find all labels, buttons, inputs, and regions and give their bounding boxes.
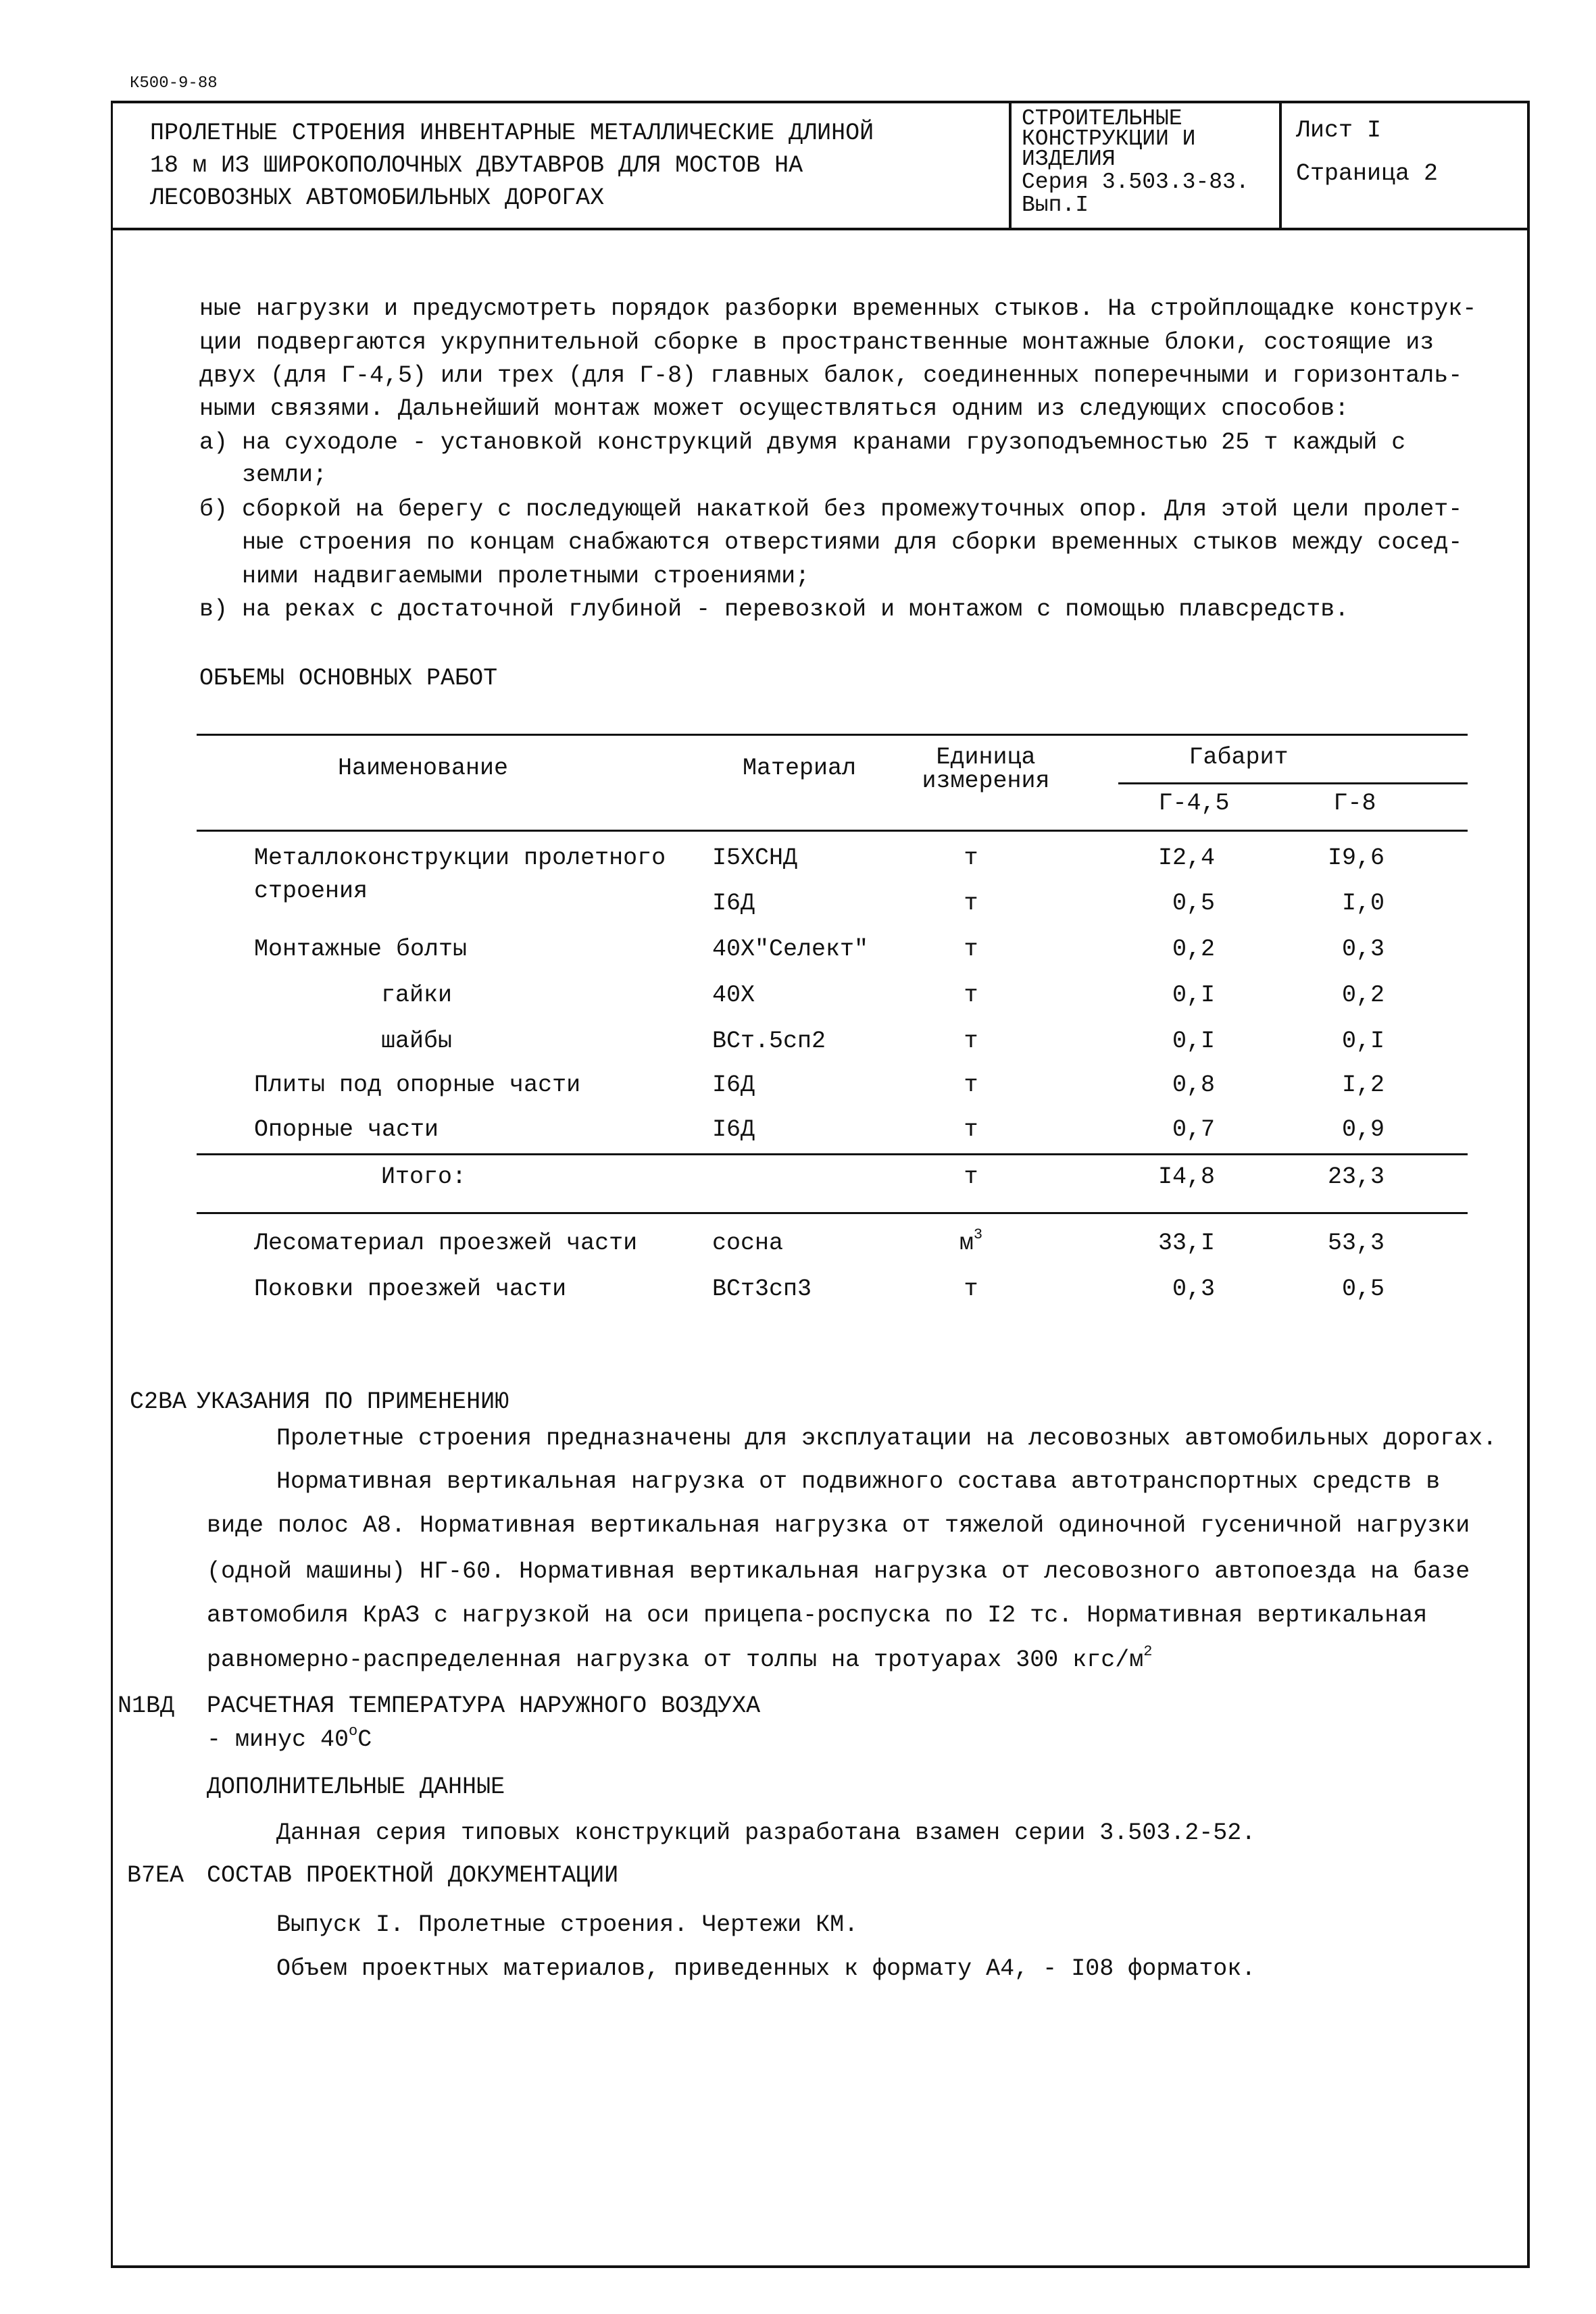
cell-material: 40Х"Селект" bbox=[712, 936, 869, 963]
temperature-heading: РАСЧЕТНАЯ ТЕМПЕРАТУРА НАРУЖНОГО ВОЗДУХА bbox=[207, 1692, 761, 1719]
list-item-b: б) сборкой на берегу с последующей накаткой без промежуточных опор. Для этой цели пролет- bbox=[199, 496, 1463, 523]
cell-g8: 0,9 bbox=[1341, 1116, 1385, 1143]
cell-name: строения bbox=[254, 878, 368, 905]
document-code: К500-9-88 bbox=[130, 74, 218, 93]
cell-name: Лесоматериал проезжей части bbox=[254, 1230, 638, 1257]
cell-g45: 0,2 bbox=[1172, 936, 1215, 963]
cell-unit: т bbox=[964, 1028, 978, 1055]
cell-g8: 0,3 bbox=[1341, 936, 1385, 963]
text-line: ными связями. Дальнейший монтаж может осуществляться одним из следующих способов: bbox=[199, 395, 1349, 422]
cell-name: Монтажные болты bbox=[254, 936, 468, 963]
sheet-number: Лист I bbox=[1296, 117, 1382, 144]
cell-material: ВСт.5сп2 bbox=[712, 1028, 826, 1055]
table-rule bbox=[197, 1153, 1468, 1155]
category-line: ИЗДЕЛИЯ bbox=[1022, 147, 1116, 172]
text-line: двух (для Г-4,5) или трех (для Г-8) главных балок, соединенных поперечными и горизонталь- bbox=[199, 362, 1463, 389]
table-rule bbox=[197, 734, 1468, 736]
title-line: ЛЕСОВОЗНЫХ АВТОМОБИЛЬНЫХ ДОРОГАХ bbox=[150, 184, 605, 211]
cell-material: I6Д bbox=[712, 1072, 755, 1099]
cell-g8: 23,3 bbox=[1327, 1163, 1385, 1190]
cell-name: Плиты под опорные части bbox=[254, 1072, 581, 1099]
category-line: СТРОИТЕЛЬНЫЕ bbox=[1022, 106, 1182, 131]
cell-name: Итого: bbox=[381, 1163, 467, 1190]
cell-unit bbox=[937, 1226, 1005, 1257]
cell-name: Поковки проезжей части bbox=[254, 1276, 567, 1303]
cell-g45: 0,3 bbox=[1172, 1276, 1215, 1303]
table-rule bbox=[197, 830, 1468, 832]
column-header-material: Материал bbox=[742, 755, 857, 782]
text-line: (одной машины) НГ-60. Нормативная вертикальная нагрузка от лесовозного автопоезда на базе bbox=[207, 1558, 1470, 1585]
cell-unit: т bbox=[964, 1072, 978, 1099]
page-number: Страница 2 bbox=[1296, 160, 1439, 187]
title-line: 18 м ИЗ ШИРОКОПОЛОЧНЫХ ДВУТАВРОВ ДЛЯ МОСТОВ НА bbox=[150, 152, 803, 179]
cell-name: гайки bbox=[381, 982, 453, 1009]
additional-text: Данная серия типовых конструкций разработана взамен серии 3.503.2-52. bbox=[276, 1819, 1256, 1846]
text-line: Пролетные строения предназначены для эксплуатации на лесовозных автомобильных дорогах. bbox=[276, 1425, 1497, 1452]
unit-text: С bbox=[357, 1726, 372, 1753]
cell-g8: 0,I bbox=[1341, 1028, 1385, 1055]
list-item-a: а) на суходоле - установкой конструкций двумя кранами грузоподъемностью 25 т каждый с bbox=[199, 429, 1406, 456]
value-text: - минус 40 bbox=[207, 1726, 349, 1753]
column-header-unit: измерения bbox=[922, 768, 1050, 795]
cell-material: I5ХСНД bbox=[712, 845, 798, 872]
cell-unit: т bbox=[964, 936, 978, 963]
unit-text: м bbox=[959, 1230, 974, 1257]
column-header-g8: Г-8 bbox=[1333, 790, 1376, 817]
composition-code: В7ЕА bbox=[127, 1862, 184, 1889]
temperature-code: N1BД bbox=[118, 1692, 175, 1719]
table-rule bbox=[1118, 782, 1468, 784]
superscript: 3 bbox=[973, 1226, 983, 1243]
cell-unit bbox=[937, 1278, 1005, 1301]
cell-name: Металлоконструкции пролетного bbox=[254, 845, 666, 872]
degree-sign: о bbox=[349, 1723, 358, 1740]
text-line: ними надвигаемыми пролетными строениями; bbox=[199, 563, 810, 590]
table-title: ОБЪЕМЫ ОСНОВНЫХ РАБОТ bbox=[199, 665, 498, 692]
cell-g8: 53,3 bbox=[1327, 1230, 1385, 1257]
usage-code: С2ВА bbox=[130, 1388, 187, 1415]
text-line: земли; bbox=[199, 461, 328, 488]
text-line: ные нагрузки и предусмотреть порядок разборки временных стыков. На стройплощадке конструк- bbox=[199, 295, 1477, 322]
header-divider bbox=[111, 228, 1530, 230]
title-line: ПРОЛЕТНЫЕ СТРОЕНИЯ ИНВЕНТАРНЫЕ МЕТАЛЛИЧЕСКИЕ ДЛИНОЙ bbox=[150, 120, 874, 147]
superscript: 2 bbox=[1143, 1643, 1153, 1660]
cell-name: Опорные части bbox=[254, 1116, 439, 1143]
text-line: виде полос А8. Нормативная вертикальная нагрузка от тяжелой одиночной гусеничной нагрузки bbox=[207, 1512, 1470, 1539]
cell-g45: 0,7 bbox=[1172, 1116, 1215, 1143]
cell-g45: I2,4 bbox=[1157, 845, 1215, 872]
cell-g45: 33,I bbox=[1157, 1230, 1215, 1257]
text-line: Нормативная вертикальная нагрузка от подвижного состава автотранспортных средств в bbox=[276, 1468, 1441, 1495]
composition-heading: СОСТАВ ПРОЕКТНОЙ ДОКУМЕНТАЦИИ bbox=[207, 1862, 619, 1889]
cell-unit: т bbox=[964, 1116, 978, 1143]
text-line-content: равномерно-распределенная нагрузка от толпы на тротуарах 300 кгс/м bbox=[207, 1646, 1144, 1674]
cell-g45: I4,8 bbox=[1157, 1163, 1215, 1190]
cell-g8: I,2 bbox=[1341, 1072, 1385, 1099]
column-header-gabarit: Габарит bbox=[1189, 744, 1289, 771]
unit-text: т bbox=[964, 1276, 978, 1303]
cell-unit: т bbox=[964, 890, 978, 917]
cell-g45: 0,I bbox=[1172, 1028, 1215, 1055]
cell-unit: т bbox=[964, 1163, 978, 1190]
header-column-divider bbox=[1279, 101, 1282, 229]
cell-material: I6Д bbox=[712, 1116, 755, 1143]
list-item-v: в) на реках с достаточной глубиной - перевозкой и монтажом с помощью плавсредств. bbox=[199, 596, 1349, 623]
text-line bbox=[207, 1643, 1153, 1674]
text-line: Объем проектных материалов, приведенных к формату А4, - I08 форматок. bbox=[276, 1955, 1256, 1982]
cell-unit: т bbox=[964, 982, 978, 1009]
cell-g8: I9,6 bbox=[1327, 845, 1385, 872]
column-header-name: Наименование bbox=[337, 755, 509, 782]
cell-material: 40Х bbox=[712, 982, 755, 1009]
cell-g8: 0,5 bbox=[1341, 1276, 1385, 1303]
text-line: Выпуск I. Пролетные строения. Чертежи КМ. bbox=[276, 1911, 859, 1938]
cell-g8: I,0 bbox=[1341, 890, 1385, 917]
header-column-divider bbox=[1009, 101, 1012, 229]
usage-heading: УКАЗАНИЯ ПО ПРИМЕНЕНИЮ bbox=[197, 1388, 509, 1415]
cell-material: I6Д bbox=[712, 890, 755, 917]
cell-material: сосна bbox=[712, 1230, 784, 1257]
text-line: ные строения по концам снабжаются отверстиями для сборки временных стыков между сосед- bbox=[199, 529, 1463, 556]
additional-heading: ДОПОЛНИТЕЛЬНЫЕ ДАННЫЕ bbox=[207, 1774, 505, 1801]
table-rule bbox=[197, 1212, 1468, 1214]
cell-material: ВСт3сп3 bbox=[712, 1276, 812, 1303]
text-line: автомобиля КрАЗ с нагрузкой на оси прицепа-роспуска по I2 тс. Нормативная вертикальная bbox=[207, 1602, 1428, 1629]
cell-name: шайбы bbox=[381, 1028, 453, 1055]
cell-unit: т bbox=[964, 845, 978, 872]
cell-g45: 0,5 bbox=[1172, 890, 1215, 917]
temperature-value bbox=[207, 1723, 372, 1753]
column-header-g45: Г-4,5 bbox=[1158, 790, 1230, 817]
series-number: Серия 3.503.3-83. bbox=[1022, 170, 1249, 195]
cell-g8: 0,2 bbox=[1341, 982, 1385, 1009]
category-line: КОНСТРУКЦИИ И bbox=[1022, 126, 1196, 151]
cell-g45: 0,8 bbox=[1172, 1072, 1215, 1099]
cell-g45: 0,I bbox=[1172, 982, 1215, 1009]
issue-number: Вып.I bbox=[1022, 193, 1089, 218]
text-line: ции подвергаются укрупнительной сборке в пространственные монтажные блоки, состоящие из bbox=[199, 329, 1435, 356]
column-header-unit: Единица bbox=[936, 744, 1036, 771]
